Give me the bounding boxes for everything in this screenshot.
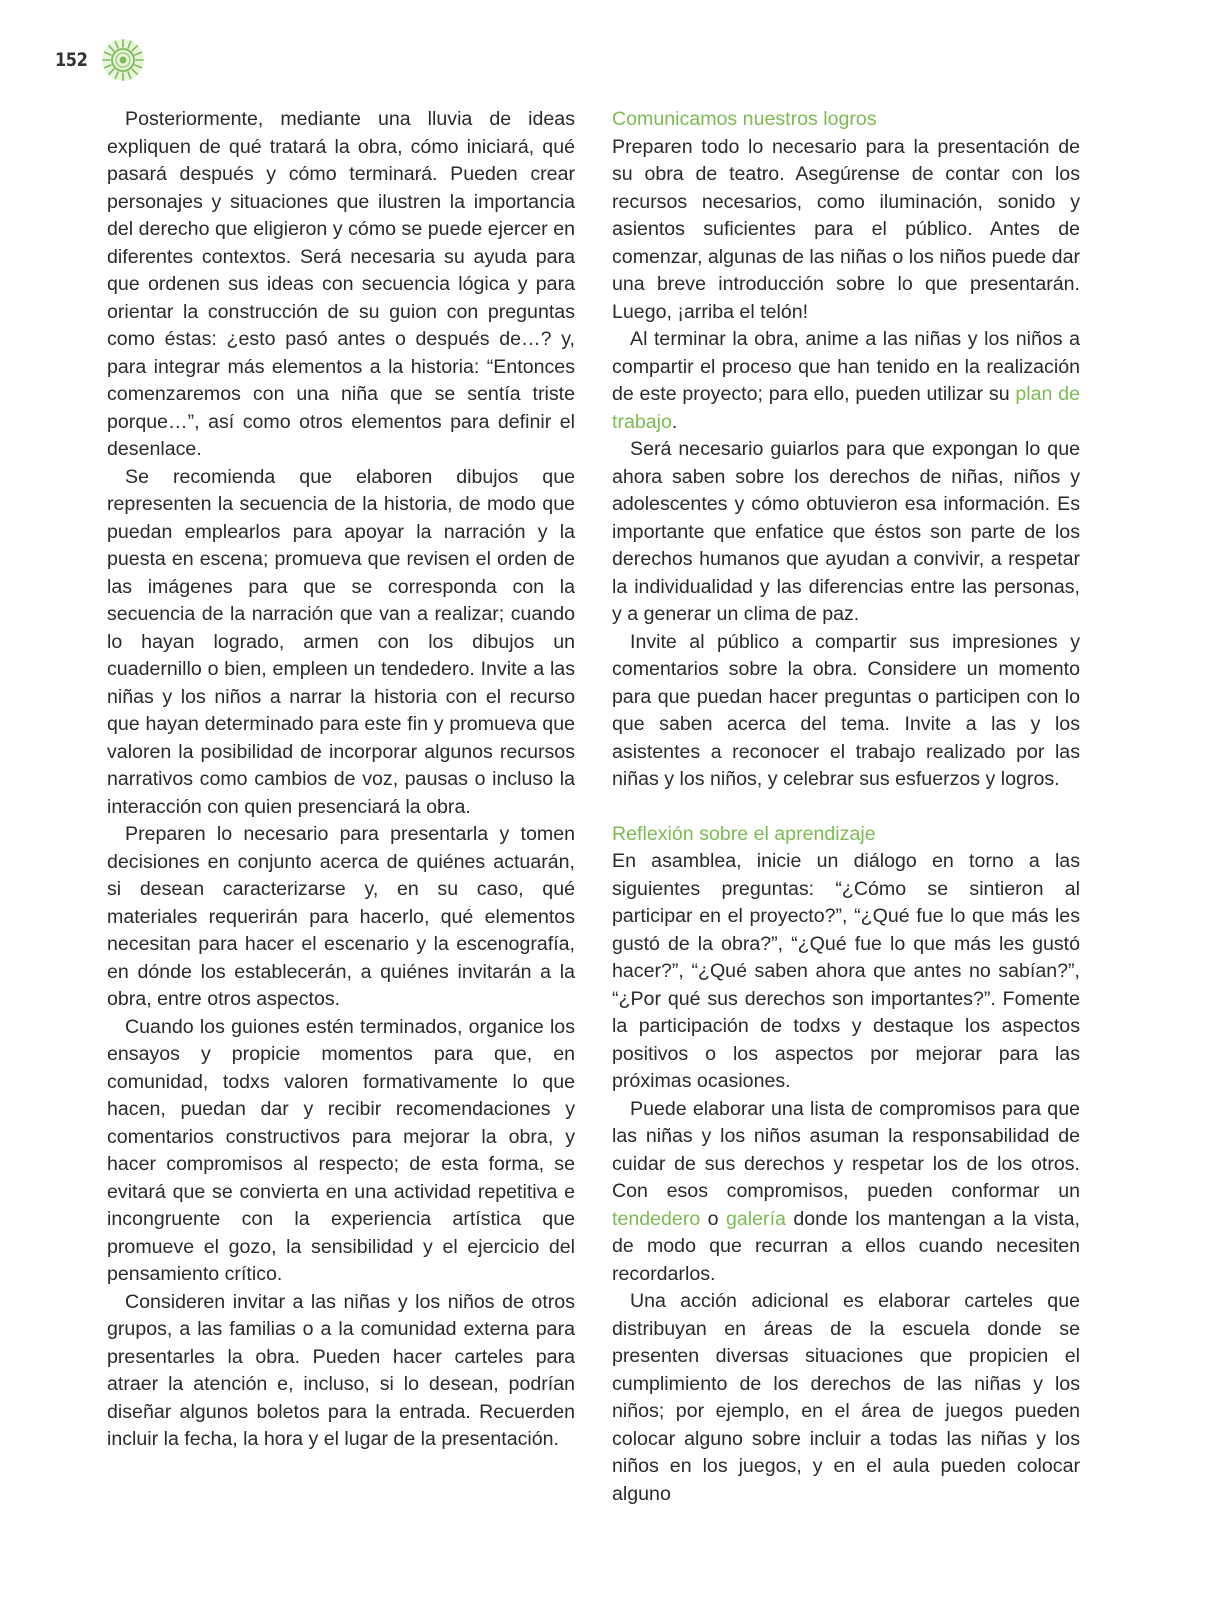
paragraph: Invite al público a compartir sus impresiones y comentarios sobre la obra. Considere un momento para que puedan hacer preguntas o participen con lo que saben acerca del tema. Invite a las y los asistentes a reconocer el trabajo realizado por las niñas y los niños, y celebrar sus esfuerzos y logros.	[612, 630, 1080, 790]
paragraph	[612, 326, 1080, 436]
plan-de-trabajo-link[interactable]: plan de trabajo	[612, 383, 1080, 433]
paragraph: Se recomienda que elaboren dibujos que representen la secuencia de la historia, de modo que puedan emplearlos para apoyar la narración y la puesta en escena; promueva que revisen el orden de las imágenes para que se corresponda con la secuencia de la narración que van a realizar; cuando lo hayan logrado, armen con los dibujos un cuadernillo o bien, empleen un tendedero. Invite a las niñas y los niños a narrar la historia con el recurso que hayan determinado para este fin y promueva que valoren la posibilidad de incorporar algunos recursos narrativos como cambios de voz, pausas o incluso la interacción con quien presenciará la obra.	[107, 465, 575, 818]
text-run: donde los mantengan a la vista, de modo que recurran a ellos cuando necesiten recordarlos.	[612, 1207, 1080, 1285]
galeria-link[interactable]: galería	[726, 1207, 786, 1230]
tendedero-link[interactable]: tendedero	[612, 1207, 701, 1230]
text-run: .	[671, 410, 678, 433]
paragraph: Una acción adicional es elaborar carteles que distribuyan en áreas de la escuela donde se presenten diversas situaciones que propicien el cumplimiento de los derechos de las niñas y los niños; por ejemplo, en el área de juegos pueden colocar alguno sobre incluir a todas las niñas y los niños en los juegos, y en el aula pueden colocar alguno	[612, 1290, 1080, 1505]
right-column	[612, 106, 1080, 1508]
left-column	[107, 106, 575, 1454]
paragraph: Cuando los guiones estén terminados, organice los ensayos y propicie momentos para que, en comunidad, todxs valoren formativamente lo que hacen, puedan dar y recibir recomendaciones y comentarios constructivos para mejorar la obra, y hacer compromisos al respecto; de esta forma, se evitará que se convierta en una actividad repetitiva e incongruente con la experiencia artística que promueve el gozo, la sensibilidad y el ejercicio del pensamiento crítico.	[107, 1015, 575, 1285]
text-run: Puede elaborar una lista de compromisos para que las niñas y los niños asuman la responsabilidad de cuidar de sus derechos y respetar los de los otros. Con esos compromisos, pueden conformar un	[612, 1097, 1080, 1202]
paragraph: Preparen lo necesario para presentarla y tomen decisiones en conjunto acerca de quiénes actuarán, si desean caracterizarse y, en su caso, qué materiales requerirán para hacerlo, qué elementos necesitan para hacer el escenario y la escenografía, en dónde los establecerán, a quiénes invitarán a la obra, entre otros aspectos.	[107, 823, 575, 1010]
paragraph: En asamblea, inicie un diálogo en torno a las siguientes preguntas: “¿Cómo se sintieron al participar en el proyecto?”, “¿Qué fue lo que más les gustó de la obra?”, “¿Qué fue lo que más les gustó hacer?”, “¿Qué saben ahora que antes no sabían?”, “¿Por qué sus derechos son importantes?”. Fomente la participación de todxs y destaque los aspectos positivos o los aspectos por mejorar para las próximas ocasiones.	[612, 850, 1080, 1092]
text-run: Al terminar la obra, anime a las niñas y los niños a compartir el proceso que han tenido en la realización de este proyecto; para ello, pueden utilizar su	[612, 328, 1080, 405]
paragraph: Preparen todo lo necesario para la presentación de su obra de teatro. Asegúrense de contar con los recursos necesarios, como iluminación, sonido y asientos suficientes para el público. Antes de comenzar, algunas de las niñas o los niños puede dar una breve introducción sobre lo que presentarán. Luego, ¡arriba el telón!	[612, 135, 1080, 323]
section-heading-logros: Comunicamos nuestros logros	[612, 108, 877, 130]
page-header	[55, 38, 145, 82]
paragraph: Será necesario guiarlos para que expongan lo que ahora saben sobre los derechos de niñas, niños y adolescentes y cómo obtuvieron esa información. Es importante que enfatice que éstos son parte de los derechos humanos que ayudan a convivir, a respetar la individualidad y las diferencias entre las personas, y a generar un clima de paz.	[612, 438, 1080, 625]
green-sunburst-emblem-icon	[101, 38, 145, 82]
paragraph: Consideren invitar a las niñas y los niños de otros grupos, a las familias o a la comunidad externa para presentarles la obra. Pueden hacer carteles para atraer la atención e, incluso, si lo desean, podrían diseñar algunos boletos para la entrada. Recuerden incluir la fecha, la hora y el lugar de la presentación.	[107, 1290, 575, 1450]
paragraph	[612, 1096, 1080, 1289]
section-heading-reflexion: Reflexión sobre el aprendizaje	[612, 822, 876, 845]
text-run: o	[700, 1207, 727, 1230]
page-number: 152	[55, 49, 88, 71]
paragraph: Posteriormente, mediante una lluvia de ideas expliquen de qué tratará la obra, cómo iniciará, qué pasará después y cómo terminará. Pueden crear personajes y situaciones que ilustren la importancia del derecho que eligieron y cómo se puede ejercer en diferentes contextos. Será necesaria su ayuda para que ordenen sus ideas con secuencia lógica y para orientar la construcción de su guion con preguntas como éstas: ¿esto pasó antes o después de…? y, para integrar más elementos a la historia: “Entonces comenzaremos con una niña que se sentía triste porque…”, así como otros elementos para definir el desenlace.	[107, 108, 575, 460]
